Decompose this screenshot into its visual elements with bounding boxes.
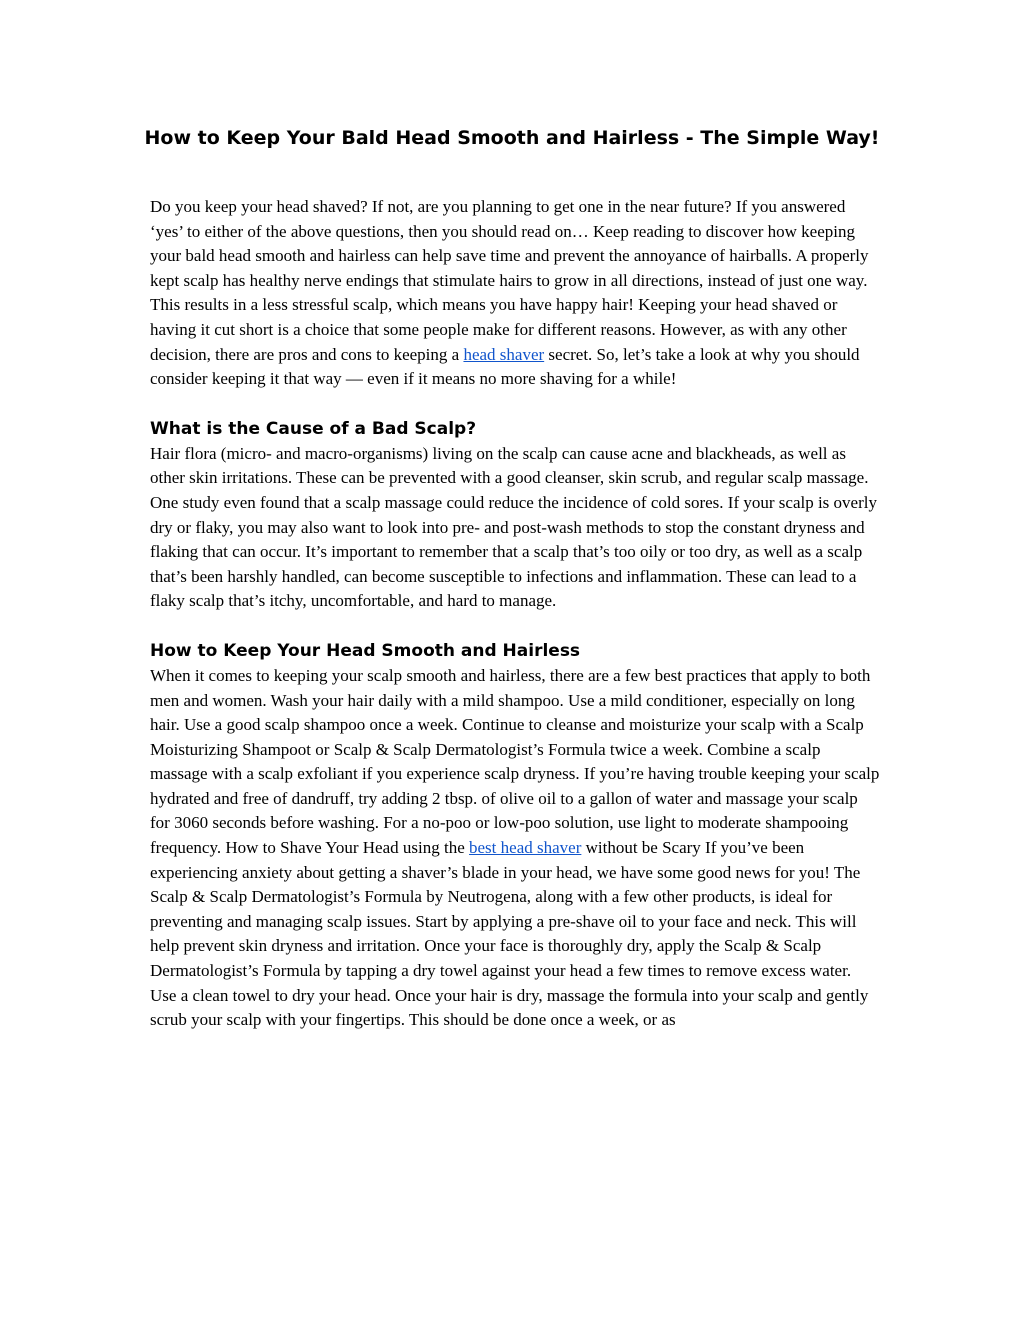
section-heading-smooth-hairless: How to Keep Your Head Smooth and Hairless bbox=[150, 640, 581, 661]
section-paragraph-smooth-hairless bbox=[150, 664, 880, 1033]
section2-text-before-link: When it comes to keeping your scalp smooth and hairless, there are a few best practices that apply to both men and women. Wash your hair daily with a mild shampoo. Use a mild conditioner, especially on long hair. Use a good scalp shampoo once a week. Continue to cleanse and moisturize your scalp with a Scalp Moisturizing Shampoot or Scalp & Scalp Dermatologist’s Formula twice a week. Combine a scalp massage with a scalp exfoliant if you experience scalp dryness. If you’re having trouble keeping your scalp hydrated and free of dandruff, try adding 2 tbsp. of olive oil to a gallon of water and massage your scalp for 3060 seconds before washing. For a no-poo or low-poo solution, use light to moderate shampooing frequency. How to Shave Your Head using the bbox=[150, 665, 880, 858]
section-paragraph-bad-scalp: Hair flora (micro- and macro-organisms) living on the scalp can cause acne and blackheads, as well as other skin irritations. These can be prevented with a good cleanser, skin scrub, and regular scalp massage. One study even found that a scalp massage could reduce the incidence of cold sores. If your scalp is overly dry or flaky, you may also want to look into pre- and post-wash methods to stop the constant dryness and flaking that can occur. It’s important to remember that a scalp that’s too oily or too dry, as well as a scalp that’s been harshly handled, can become susceptible to infections and inflammation. These can lead to a flaky scalp that’s itchy, uncomfortable, and hard to manage. bbox=[150, 443, 877, 611]
head-shaver-link[interactable]: head shaver bbox=[463, 344, 545, 364]
section-heading-bad-scalp: What is the Cause of a Bad Scalp? bbox=[150, 418, 477, 439]
best-head-shaver-link[interactable]: best head shaver bbox=[469, 838, 582, 858]
intro-text-before-link: Do you keep your head shaved? If not, are you planning to get one in the near future? If you answered ‘yes’ to either of the above questions, then you should read on… Keep reading to discover how keeping your bald head smooth and hairless can help save time and prevent the annoyance of hairballs. A properly kept scalp has healthy nerve endings that stimulate hairs to grow in all directions, instead of just one way. This results in a less stressful scalp, which means you have happy hair! Keeping your head shaved or having it cut short is a choice that some people make for different reasons. However, as with any other decision, there are pros and cons to keeping a bbox=[150, 197, 869, 364]
document-title: How to Keep Your Bald Head Smooth and Hairless - The Simple Way! bbox=[144, 127, 880, 149]
intro-paragraph bbox=[150, 195, 880, 392]
section2-text-after-link: without be Scary If you’ve been experiencing anxiety about getting a shaver’s blade in your head, we have some good news for you! The Scalp & Scalp Dermatologist’s Formula by Neutrogena, along with a few other products, is ideal for preventing and managing scalp issues. Start by applying a pre-shave oil to your face and neck. This will help prevent skin dryness and irritation. Once your face is thoroughly dry, apply the Scalp & Scalp Dermatologist’s Formula by tapping a dry towel against your head a few times to remove excess water. Use a clean towel to dry your head. Once your hair is dry, massage the formula into your scalp and gently scrub your scalp with your fingertips. This should be done once a week, or as bbox=[150, 838, 869, 1030]
intro-text-after-link: secret. So, let’s take a look at why you should consider keeping it that way — even if it means no more shaving for a while! bbox=[150, 344, 860, 389]
document-body bbox=[150, 195, 880, 1033]
